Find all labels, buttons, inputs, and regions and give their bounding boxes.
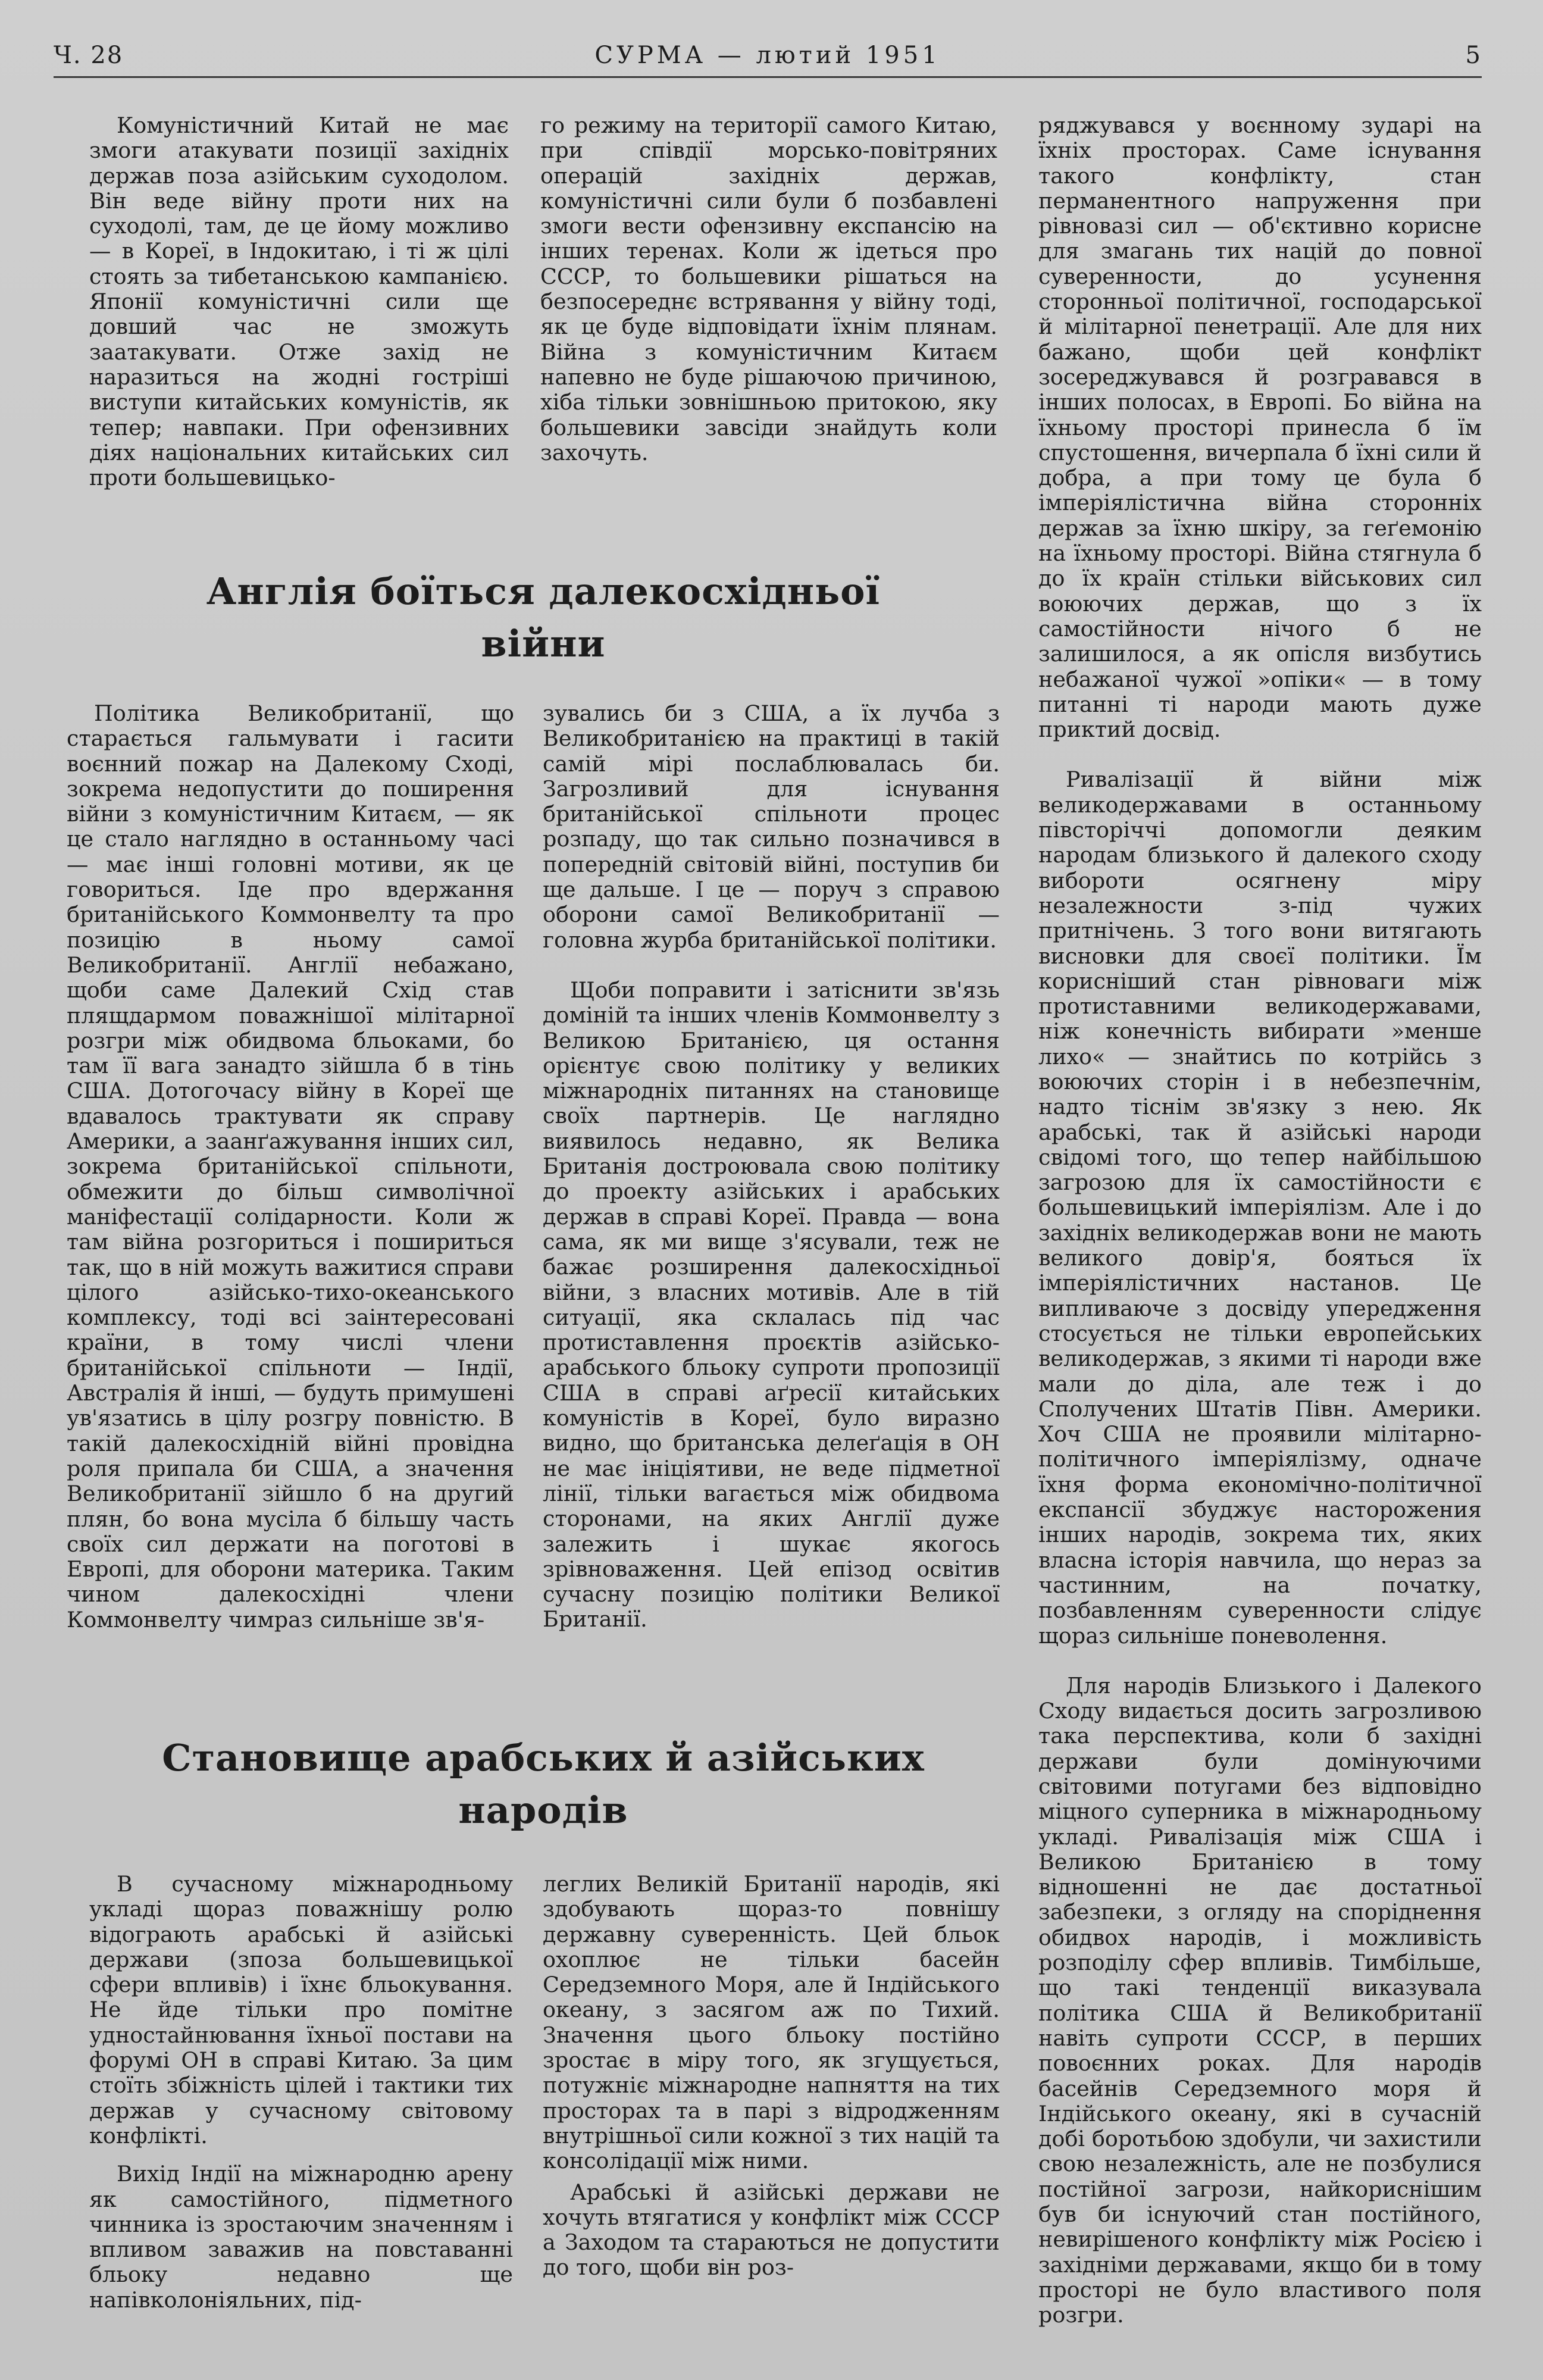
section2-column2 [543,701,1000,1632]
right-column [1038,113,1482,2328]
section2-column1 [67,701,514,1632]
headline-line: Становище арабських й азійських [162,1736,925,1779]
paragraph: Арабські й азійські держави не хочуть втягатися у конфлікт між СССР а Заходом та стараються не допустити до того, щоби він роз- [543,2179,1000,2281]
paragraph: ряджувався у воєнному зударі на їхніх просторах. Саме існування такого конфлікту, стан перманентного напруження при рівновазі сил — об'єктивно корисне для змагань тих націй до повної суверенности, до усунення сторонньої політичної, господарської й мілітарної пенетрації. Але для них бажано, щоби цей конфлікт зосереджувався й розгравався в інших полосах, в Европі. Бо війна на їхньому просторі принесла б їм спустошення, вичерпала б їхні сили й добра, а при тому це була б імперіялістична війна сторонніх держав за їхню шкіру, за геґемонію на їхньому просторі. Війна стягнула б до їх країн стільки військових сил воюючих держав, що з їх самостійности нічого б не залишилося, а як опісля визбутись небажаної чужої »опіки« — в тому питанні ті народи мають дуже приктий досвід. [1038,112,1482,743]
paragraph: Щоби поправити і затіснити зв'язь доміній та інших членів Коммонвелту з Великою Британією, ця остання орієнтує свою політику у великих міжнародніх питаннях на становище своїх партнерів. Це наглядно виявилось недавно, як Велика Британія достроювала свою політику до проекту азійських і арабських держав в справі Кореї. Правда — вона сама, як ми вище з'ясували, теж не бажає розширення далекосхідньої війни, з власних мотивів. Але в тій ситуації, яка склалась під час протиставлення проєктів азійсько-арабського бльоку супроти пропозиції США в справі аґресії китайських комуністів в Кореї, було виразно видно, що британська делеґація в ОН не має ініціятиви, не веде підметної лінії, тільки вагається між обидвома сторонами, на яких Англії дуже залежить і шукає якогось зрівноваження. Цей епізод освітив сучасну позицію політики Великої Британії. [543,977,1000,1632]
masthead: СУРМА — лютий 1951 [594,42,941,69]
headline-arab-asian [89,1732,997,1837]
page-number: 5 [1465,42,1482,69]
section1-column2 [540,113,997,465]
section3-column1 [89,1872,513,2313]
paragraph: Вихід Індії на міжнародню арену як самостійного, підметного чинника із зростаючим значенням і впливом заважив на повставанні бльоку недавно ще напівколоніяльних, під- [89,2161,513,2313]
headline-england [89,565,997,670]
header-rule [54,76,1482,78]
paragraph: зувались би з США, а їх лучба з Великобританією на практиці в такій самій мірі послаблювалась би. Загрозливий для існування британійської спільноти процес розпаду, що так сильно позначився в попередній світовій війні, поступив би ще дальше. І це — поруч з справою оборони самої Великобританії — головна журба британійської політики. [543,700,1000,953]
paragraph: Комуністичний Китай не має змоги атакувати позиції західніх держав поза азійським суходолом. Він веде війну проти них на суходолі, там, де це йому можливо — в Кореї, в Індокитаю, і ті ж цілі стоять за тибетанською кампанією. Японії комуністичні сили ще довший час не зможуть заатакувати. Отже захід не наразиться на жодні гостріші виступи китайських комуністів, як тепер; навпаки. При офензивних діях національних китайських сил проти большевицько- [89,112,509,491]
paragraph: леглих Великій Британії народів, які здобувають щораз-то повнішу державну суверенність. Цей бльок охоплює не тільки басейн Середземного Моря, але й Індійського океану, з засягом аж по Тихий. Значення цього бльоку постійно зростає в міру того, як згущується, потужніє міжнародне напняття на тих просторах та в парі з відродженням внутрішньої сили кожної з тих націй та консолідації між ними. [543,1871,1000,2174]
paragraph: Ривалізації й війни між великодержавами в останньому півсторіччі допомогли деяким народам близького й далекого сходу вибороти осягнену міру незалежности з-під чужих притнічень. З того вони витягають висновки для своєї політики. Їм корисніший стан рівноваги між протиставними великодержавами, ніж конечність вибирати »менше лихо« — знайтись по котрійсь з воюючих сторін і в небезпечнім, надто тіснім зв'язку з нею. Як арабські, так й азійські народи свідомі того, що тепер найбільшою загрозою для їх самостійности є большевицький імперіялізм. Але і до західніх великодержав вони не мають великого довір'я, бояться їх імперіялістичних настанов. Це випливаюче з досвіду упередження стосується не тільки европейських великодержав, з якими ті народи вже мали до діла, але теж і до Сполучених Штатів Півн. Америки. Хоч США не проявили мілітарно-політичного імперіялізму, одначе їхня форма економічно-політичної експансії збуджує насторожения інших народів, зокрема тих, яких власна історія навчила, що нераз за частинним, на початку, позбавленням суверенности слідує щораз сильніше поневолення. [1038,767,1482,1649]
headline-line: Англія боїться далекосхідньої [206,570,881,613]
section3-column2 [543,1872,1000,2281]
headline-line: війни [481,622,606,665]
paragraph: го режиму на території самого Китаю, при співдії морсько-повітряних операцій західніх держав, комуністичні сили були б позбавлені змоги вести офензивну експансію на інших теренах. Коли ж ідеться про СССР, то большевики рішаться на безпосереднє встрявання у війну тоді, як це буде відповідати їхнім плянам. Війна з комуністичним Китаєм напевно не буде рішаючою причиною, хіба тільки зовнішньою притокою, яку большевики завсіди знайдуть коли захочуть. [540,112,997,465]
paragraph: Для народів Близького і Далекого Сходу видається досить загрозливою така перспектива, коли б західні держави були домінуючими світовими потугами без відповідно міцного суперника в міжнародньому укладі. Ривалізація між США і Великою Британією в тому відношенні не дає достатньої забезпеки, з огляду на споріднення обидвох народів, і можливість розподілу сфер впливів. Тимбільше, що такі тенденції виказувала політика США й Великобританії навіть супроти СССР, в перших повоєнних роках. Для народів басейнів Середземного моря й Індійського океану, які в сучасній добі боротьбою здобули, чи захистили свою незалежність, але не позбулися постійної загрози, найкориснішим був би існуючий стан постійного, невирішеного конфлікту між Росією і західніми державами, якщо би в тому просторі не було властивого поля розгри. [1038,1672,1482,2328]
paragraph: В сучасному міжнародньому укладі щораз поважнішу ролю відограють арабські й азійські держави (зпоза большевицької сфери впливів) і їхнє бльокування. Не йде тільки про помітне удностайнювання їхньої постави на форумі ОН в справі Китаю. За цим стоїть збіжність цілей і тактики тих держав у сучасному світовому конфлікті. [89,1871,513,2148]
page-header [54,37,1482,73]
paragraph: Політика Великобританії, що старається гальмувати і гасити воєнний пожар на Далекому Сході, зокрема недопустити до поширення війни з комуністичним Китаєм, — як це стало наглядно в останньому часі — має інші головні мотиви, як це говориться. Іде про вдержання британійського Коммонвелту та про позицію в ньому самої Великобританії. Англії небажано, щоби саме Далекий Схід став плящдармом поважнішої мілітарної розгри між обидвома бльоками, бо там її вага занадто зійшла б в тінь США. Дотогочасу війну в Кореї ще вдавалось трактувати як справу Америки, а заанґажування інших сил, зокрема британійської спільноти, обмежити до більш символічної маніфестації солідарности. Коли ж там війна розгориться і пошириться так, що в ній можуть важитися справи цілого азійсько-тихо-океанського комплексу, тоді всі заінтересовані країни, в тому числі члени британійської спільноти — Індії, Австралія й інші, — будуть примушені ув'язатись в цілу розгру повністю. В такій далекосхідній війні провідна роля припала би США, а значення Великобританії зійшло б на другий плян, бо вона мусіла б більшу часть своїх сил держати на поготові в Европі, для оборони материка. Таким чином далекосхідні члени Коммонвелту чимраз сильніше зв'я- [67,700,514,1632]
headline-line: народів [458,1788,628,1832]
issue-number: Ч. 28 [54,42,124,69]
section1-column1 [89,113,509,490]
